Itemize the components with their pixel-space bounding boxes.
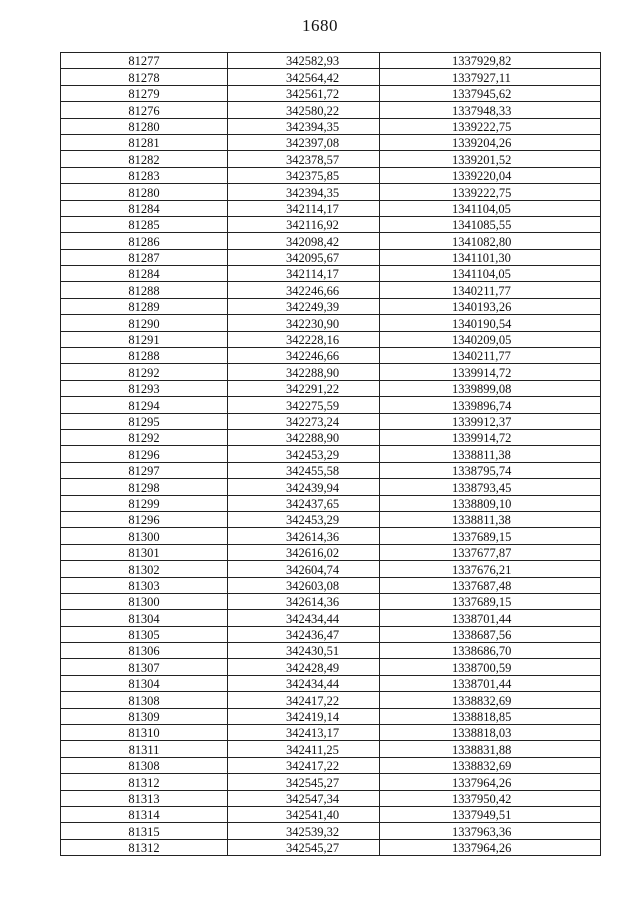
y-coordinate-cell: 1338795,74 bbox=[380, 462, 601, 478]
table-row bbox=[61, 561, 601, 577]
point-id-cell: 81284 bbox=[61, 200, 228, 216]
point-id-cell: 81296 bbox=[61, 511, 228, 527]
table-row bbox=[61, 659, 601, 675]
point-id-cell: 81312 bbox=[61, 839, 228, 855]
y-coordinate-cell: 1341104,05 bbox=[380, 266, 601, 282]
table-row bbox=[61, 364, 601, 380]
table-row bbox=[61, 774, 601, 790]
table-row bbox=[61, 479, 601, 495]
y-coordinate-cell: 1338701,44 bbox=[380, 675, 601, 691]
table-row bbox=[61, 741, 601, 757]
point-id-cell: 81301 bbox=[61, 544, 228, 560]
x-coordinate-cell: 342436,47 bbox=[228, 626, 380, 642]
point-id-cell: 81312 bbox=[61, 774, 228, 790]
y-coordinate-cell: 1339896,74 bbox=[380, 397, 601, 413]
x-coordinate-cell: 342439,94 bbox=[228, 479, 380, 495]
y-coordinate-cell: 1337676,21 bbox=[380, 561, 601, 577]
x-coordinate-cell: 342230,90 bbox=[228, 315, 380, 331]
point-id-cell: 81298 bbox=[61, 479, 228, 495]
y-coordinate-cell: 1338811,38 bbox=[380, 511, 601, 527]
x-coordinate-cell: 342545,27 bbox=[228, 839, 380, 855]
y-coordinate-cell: 1337949,51 bbox=[380, 806, 601, 822]
table-row bbox=[61, 397, 601, 413]
point-id-cell: 81284 bbox=[61, 266, 228, 282]
x-coordinate-cell: 342453,29 bbox=[228, 446, 380, 462]
y-coordinate-cell: 1340209,05 bbox=[380, 331, 601, 347]
x-coordinate-cell: 342453,29 bbox=[228, 511, 380, 527]
x-coordinate-cell: 342114,17 bbox=[228, 200, 380, 216]
x-coordinate-cell: 342246,66 bbox=[228, 348, 380, 364]
point-id-cell: 81289 bbox=[61, 298, 228, 314]
point-id-cell: 81283 bbox=[61, 167, 228, 183]
table-row bbox=[61, 823, 601, 839]
y-coordinate-cell: 1337677,87 bbox=[380, 544, 601, 560]
point-id-cell: 81304 bbox=[61, 610, 228, 626]
table-row bbox=[61, 725, 601, 741]
table-row bbox=[61, 528, 601, 544]
x-coordinate-cell: 342430,51 bbox=[228, 643, 380, 659]
y-coordinate-cell: 1338818,03 bbox=[380, 725, 601, 741]
y-coordinate-cell: 1337929,82 bbox=[380, 53, 601, 69]
point-id-cell: 81291 bbox=[61, 331, 228, 347]
x-coordinate-cell: 342397,08 bbox=[228, 134, 380, 150]
x-coordinate-cell: 342288,90 bbox=[228, 429, 380, 445]
page-number: 1680 bbox=[302, 16, 338, 35]
point-id-cell: 81288 bbox=[61, 282, 228, 298]
table-row bbox=[61, 839, 601, 855]
y-coordinate-cell: 1338832,69 bbox=[380, 692, 601, 708]
table-row bbox=[61, 53, 601, 69]
y-coordinate-cell: 1341104,05 bbox=[380, 200, 601, 216]
y-coordinate-cell: 1337950,42 bbox=[380, 790, 601, 806]
point-id-cell: 81309 bbox=[61, 708, 228, 724]
y-coordinate-cell: 1341085,55 bbox=[380, 216, 601, 232]
y-coordinate-cell: 1341101,30 bbox=[380, 249, 601, 265]
x-coordinate-cell: 342455,58 bbox=[228, 462, 380, 478]
table-row bbox=[61, 708, 601, 724]
y-coordinate-cell: 1340190,54 bbox=[380, 315, 601, 331]
point-id-cell: 81282 bbox=[61, 151, 228, 167]
x-coordinate-cell: 342541,40 bbox=[228, 806, 380, 822]
y-coordinate-cell: 1339222,75 bbox=[380, 184, 601, 200]
table-row bbox=[61, 167, 601, 183]
y-coordinate-cell: 1338687,56 bbox=[380, 626, 601, 642]
y-coordinate-cell: 1337687,48 bbox=[380, 577, 601, 593]
y-coordinate-cell: 1337945,62 bbox=[380, 85, 601, 101]
x-coordinate-cell: 342434,44 bbox=[228, 610, 380, 626]
x-coordinate-cell: 342394,35 bbox=[228, 184, 380, 200]
table-row bbox=[61, 249, 601, 265]
table-row bbox=[61, 298, 601, 314]
point-id-cell: 81297 bbox=[61, 462, 228, 478]
table-row bbox=[61, 626, 601, 642]
table-row bbox=[61, 544, 601, 560]
point-id-cell: 81279 bbox=[61, 85, 228, 101]
point-id-cell: 81300 bbox=[61, 593, 228, 609]
y-coordinate-cell: 1339222,75 bbox=[380, 118, 601, 134]
x-coordinate-cell: 342616,02 bbox=[228, 544, 380, 560]
y-coordinate-cell: 1340211,77 bbox=[380, 282, 601, 298]
y-coordinate-cell: 1338686,70 bbox=[380, 643, 601, 659]
table-row bbox=[61, 610, 601, 626]
x-coordinate-cell: 342291,22 bbox=[228, 380, 380, 396]
y-coordinate-cell: 1338793,45 bbox=[380, 479, 601, 495]
point-id-cell: 81315 bbox=[61, 823, 228, 839]
y-coordinate-cell: 1340211,77 bbox=[380, 348, 601, 364]
x-coordinate-cell: 342580,22 bbox=[228, 102, 380, 118]
table-row bbox=[61, 233, 601, 249]
x-coordinate-cell: 342411,25 bbox=[228, 741, 380, 757]
point-id-cell: 81302 bbox=[61, 561, 228, 577]
table-row bbox=[61, 69, 601, 85]
table-row bbox=[61, 380, 601, 396]
y-coordinate-cell: 1337964,26 bbox=[380, 839, 601, 855]
table-row bbox=[61, 495, 601, 511]
table-row bbox=[61, 511, 601, 527]
table-row bbox=[61, 348, 601, 364]
point-id-cell: 81300 bbox=[61, 528, 228, 544]
x-coordinate-cell: 342545,27 bbox=[228, 774, 380, 790]
table-row bbox=[61, 429, 601, 445]
point-id-cell: 81313 bbox=[61, 790, 228, 806]
point-id-cell: 81288 bbox=[61, 348, 228, 364]
point-id-cell: 81310 bbox=[61, 725, 228, 741]
table-row bbox=[61, 675, 601, 691]
point-id-cell: 81276 bbox=[61, 102, 228, 118]
x-coordinate-cell: 342614,36 bbox=[228, 528, 380, 544]
point-id-cell: 81307 bbox=[61, 659, 228, 675]
point-id-cell: 81292 bbox=[61, 364, 228, 380]
table-row bbox=[61, 85, 601, 101]
table-row bbox=[61, 593, 601, 609]
y-coordinate-cell: 1337689,15 bbox=[380, 593, 601, 609]
point-id-cell: 81314 bbox=[61, 806, 228, 822]
y-coordinate-cell: 1338831,88 bbox=[380, 741, 601, 757]
x-coordinate-cell: 342098,42 bbox=[228, 233, 380, 249]
point-id-cell: 81299 bbox=[61, 495, 228, 511]
x-coordinate-cell: 342437,65 bbox=[228, 495, 380, 511]
y-coordinate-cell: 1337689,15 bbox=[380, 528, 601, 544]
x-coordinate-cell: 342273,24 bbox=[228, 413, 380, 429]
y-coordinate-cell: 1338700,59 bbox=[380, 659, 601, 675]
point-id-cell: 81296 bbox=[61, 446, 228, 462]
x-coordinate-cell: 342419,14 bbox=[228, 708, 380, 724]
point-id-cell: 81295 bbox=[61, 413, 228, 429]
x-coordinate-cell: 342116,92 bbox=[228, 216, 380, 232]
x-coordinate-cell: 342434,44 bbox=[228, 675, 380, 691]
table-row bbox=[61, 462, 601, 478]
table-row bbox=[61, 806, 601, 822]
y-coordinate-cell: 1339899,08 bbox=[380, 380, 601, 396]
point-id-cell: 81277 bbox=[61, 53, 228, 69]
x-coordinate-cell: 342246,66 bbox=[228, 282, 380, 298]
x-coordinate-cell: 342413,17 bbox=[228, 725, 380, 741]
x-coordinate-cell: 342417,22 bbox=[228, 692, 380, 708]
y-coordinate-cell: 1339204,26 bbox=[380, 134, 601, 150]
x-coordinate-cell: 342228,16 bbox=[228, 331, 380, 347]
table-row bbox=[61, 118, 601, 134]
table-row bbox=[61, 151, 601, 167]
y-coordinate-cell: 1337964,26 bbox=[380, 774, 601, 790]
point-id-cell: 81292 bbox=[61, 429, 228, 445]
x-coordinate-cell: 342614,36 bbox=[228, 593, 380, 609]
y-coordinate-cell: 1339220,04 bbox=[380, 167, 601, 183]
y-coordinate-cell: 1338832,69 bbox=[380, 757, 601, 773]
x-coordinate-cell: 342288,90 bbox=[228, 364, 380, 380]
table-row bbox=[61, 216, 601, 232]
table-row bbox=[61, 184, 601, 200]
point-id-cell: 81278 bbox=[61, 69, 228, 85]
y-coordinate-cell: 1341082,80 bbox=[380, 233, 601, 249]
table-row bbox=[61, 643, 601, 659]
y-coordinate-cell: 1338809,10 bbox=[380, 495, 601, 511]
y-coordinate-cell: 1337948,33 bbox=[380, 102, 601, 118]
point-id-cell: 81308 bbox=[61, 757, 228, 773]
point-id-cell: 81280 bbox=[61, 184, 228, 200]
coordinates-table bbox=[60, 52, 601, 856]
x-coordinate-cell: 342114,17 bbox=[228, 266, 380, 282]
table-row bbox=[61, 102, 601, 118]
point-id-cell: 81285 bbox=[61, 216, 228, 232]
y-coordinate-cell: 1340193,26 bbox=[380, 298, 601, 314]
x-coordinate-cell: 342561,72 bbox=[228, 85, 380, 101]
x-coordinate-cell: 342375,85 bbox=[228, 167, 380, 183]
x-coordinate-cell: 342417,22 bbox=[228, 757, 380, 773]
x-coordinate-cell: 342603,08 bbox=[228, 577, 380, 593]
y-coordinate-cell: 1339201,52 bbox=[380, 151, 601, 167]
table-row bbox=[61, 331, 601, 347]
x-coordinate-cell: 342604,74 bbox=[228, 561, 380, 577]
table-row bbox=[61, 266, 601, 282]
point-id-cell: 81303 bbox=[61, 577, 228, 593]
table-row bbox=[61, 692, 601, 708]
table-body bbox=[61, 53, 601, 856]
table-row bbox=[61, 446, 601, 462]
table-row bbox=[61, 134, 601, 150]
point-id-cell: 81306 bbox=[61, 643, 228, 659]
x-coordinate-cell: 342564,42 bbox=[228, 69, 380, 85]
x-coordinate-cell: 342547,34 bbox=[228, 790, 380, 806]
table-row bbox=[61, 200, 601, 216]
x-coordinate-cell: 342428,49 bbox=[228, 659, 380, 675]
point-id-cell: 81290 bbox=[61, 315, 228, 331]
table-row bbox=[61, 282, 601, 298]
point-id-cell: 81294 bbox=[61, 397, 228, 413]
x-coordinate-cell: 342394,35 bbox=[228, 118, 380, 134]
point-id-cell: 81286 bbox=[61, 233, 228, 249]
table-row bbox=[61, 790, 601, 806]
y-coordinate-cell: 1339912,37 bbox=[380, 413, 601, 429]
table-row bbox=[61, 757, 601, 773]
table-row bbox=[61, 577, 601, 593]
point-id-cell: 81287 bbox=[61, 249, 228, 265]
y-coordinate-cell: 1338818,85 bbox=[380, 708, 601, 724]
y-coordinate-cell: 1338701,44 bbox=[380, 610, 601, 626]
point-id-cell: 81311 bbox=[61, 741, 228, 757]
table-row bbox=[61, 315, 601, 331]
y-coordinate-cell: 1337963,36 bbox=[380, 823, 601, 839]
x-coordinate-cell: 342539,32 bbox=[228, 823, 380, 839]
table-row bbox=[61, 413, 601, 429]
x-coordinate-cell: 342095,67 bbox=[228, 249, 380, 265]
y-coordinate-cell: 1339914,72 bbox=[380, 429, 601, 445]
y-coordinate-cell: 1339914,72 bbox=[380, 364, 601, 380]
x-coordinate-cell: 342378,57 bbox=[228, 151, 380, 167]
y-coordinate-cell: 1337927,11 bbox=[380, 69, 601, 85]
x-coordinate-cell: 342275,59 bbox=[228, 397, 380, 413]
y-coordinate-cell: 1338811,38 bbox=[380, 446, 601, 462]
point-id-cell: 81304 bbox=[61, 675, 228, 691]
point-id-cell: 81293 bbox=[61, 380, 228, 396]
point-id-cell: 81305 bbox=[61, 626, 228, 642]
x-coordinate-cell: 342249,39 bbox=[228, 298, 380, 314]
x-coordinate-cell: 342582,93 bbox=[228, 53, 380, 69]
point-id-cell: 81280 bbox=[61, 118, 228, 134]
point-id-cell: 81281 bbox=[61, 134, 228, 150]
point-id-cell: 81308 bbox=[61, 692, 228, 708]
